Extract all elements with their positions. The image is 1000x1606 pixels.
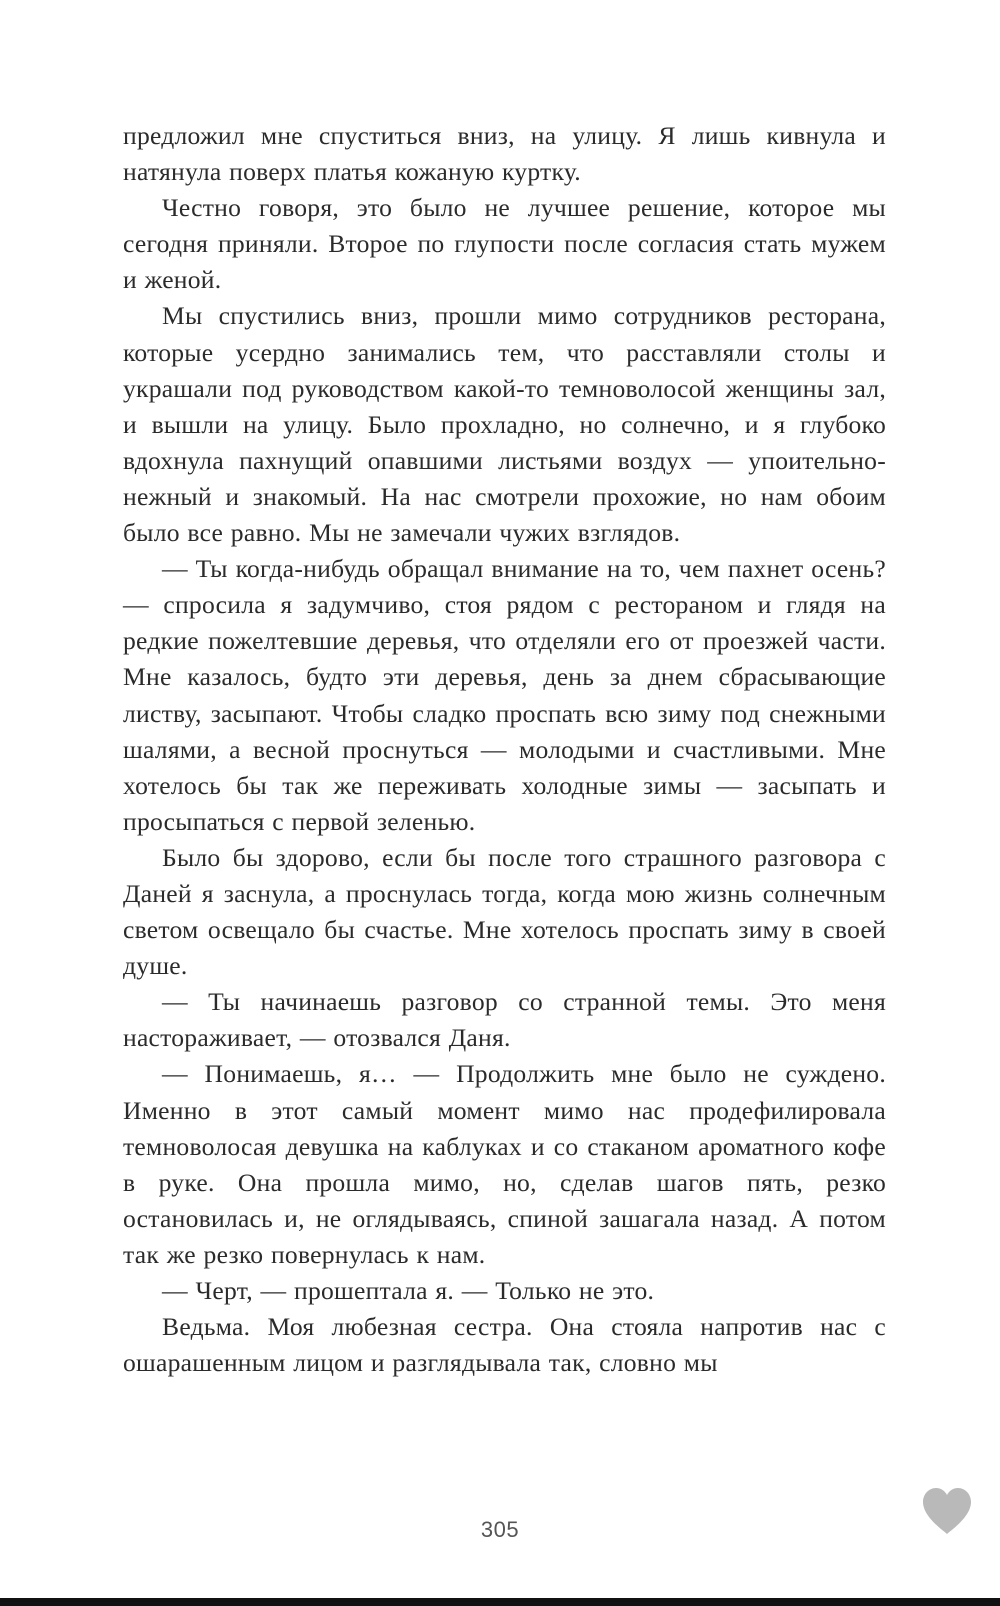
like-button[interactable] <box>920 1486 974 1536</box>
paragraph-7: — Понимаешь, я… — Продолжить мне было не суждено. Именно в этот самый момент мимо нас продефилировала темноволосая девушка на каблуках и со стаканом ароматного кофе в руке. Она прошла мимо, но, сделав шагов пять, резко остановилась и, не оглядываясь, спиной зашагала назад. А потом так же резко повернулась к нам. <box>123 1059 886 1269</box>
paragraph-3: Мы спустились вниз, прошли мимо сотрудников ресторана, которые усердно занимались тем, что расставляли столы и украшали под руководством какой-то темноволосой женщины зал, и вышли на улицу. Было прохладно, но солнечно, и я глубоко вдохнула пахнущий опавшими листьями воздух — упоительно-нежный и знакомый. На нас смотрели прохожие, но нам обоим было все равно. Мы не замечали чужих взглядов. <box>123 301 886 548</box>
paragraph-5: Было бы здорово, если бы после того страшного разговора с Даней я заснула, а проснулась тогда, когда мою жизнь солнечным светом освещало бы счастье. Мне хотелось проспать зиму в своей душе. <box>123 842 886 981</box>
paragraph-9: Ведьма. Моя любезная сестра. Она стояла напротив нас с ошарашенным лицом и разглядывала так, словно мы <box>123 1312 886 1378</box>
paragraph-2: Честно говоря, это было не лучшее решение, которое мы сегодня приняли. Второе по глупости после согласия стать мужем и женой. <box>123 193 886 295</box>
bottom-bar <box>0 1598 1000 1606</box>
page-number: 305 <box>480 1517 520 1542</box>
paragraph-1: предложил мне спуститься вниз, на улицу. Я лишь кивнула и натянула поверх платья кожаную куртку. <box>123 121 886 187</box>
paragraph-6: — Ты начинаешь разговор со странной темы. Это меня настораживает, — отозвался Даня. <box>123 987 886 1053</box>
text-column <box>123 118 886 1381</box>
heart-icon <box>920 1486 974 1536</box>
paragraph-4: — Ты когда-нибудь обращал внимание на то, чем пахнет осень? — спросила я задумчиво, стоя рядом с рестораном и глядя на редкие пожелтевшие деревья, что отделяли его от проезжей части. Мне казалось, будто эти деревья, день за днем сбрасывающие листву, засыпают. Чтобы сладко проспать всю зиму под снежными шалями, а весной проснуться — молодыми и счастливыми. Мне хотелось бы так же переживать холодные зимы — засыпать и просыпаться с первой зеленью. <box>123 554 886 836</box>
paragraph-8: — Черт, — прошептала я. — Только не это. <box>162 1276 655 1305</box>
